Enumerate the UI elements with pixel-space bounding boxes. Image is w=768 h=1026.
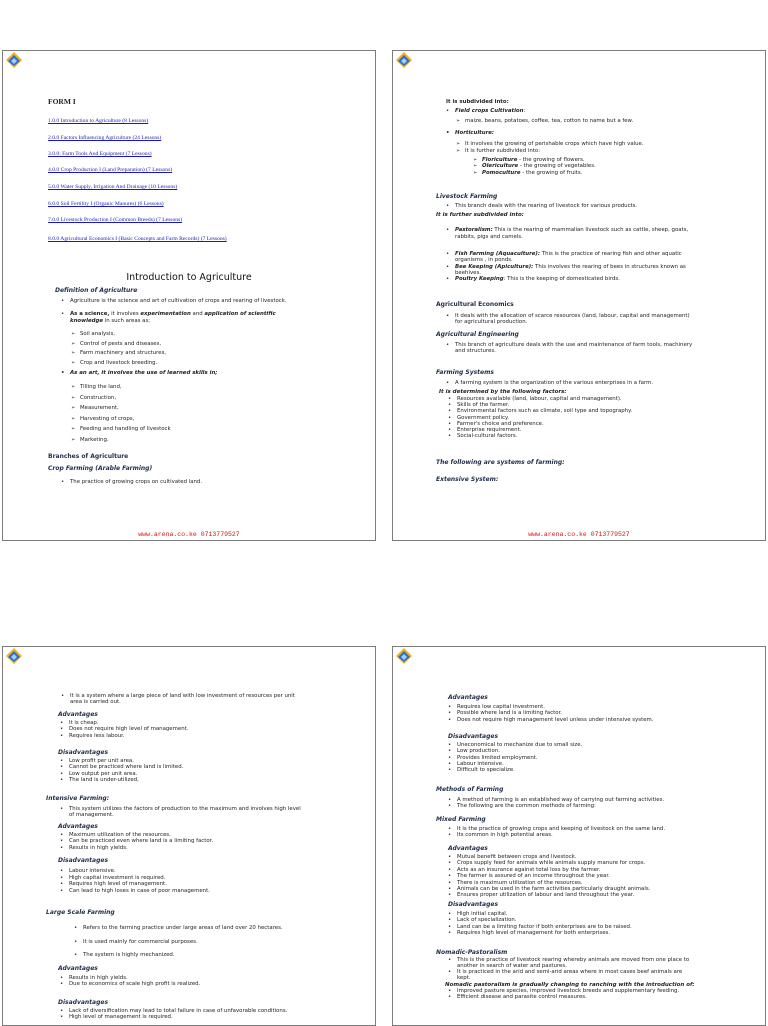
science-bullet: • As a science, it involves experimentation and application of scientific (70, 311, 360, 318)
pastoralism-bullet: • Pastoralism: This is the rearing of mammalian livestock such as cattle, sheep, goats, (455, 227, 688, 234)
document-page-2 (392, 50, 766, 541)
list-item: • A method of farming is an established way of carrying out farming activities. (457, 797, 664, 803)
advantages-heading: Advantages (58, 711, 98, 718)
document-page-4 (392, 646, 766, 1026)
list-item: • Enterprise requirement. (457, 427, 632, 433)
list-item: • Uneconomical to mechanize due to small size. (457, 742, 582, 748)
list-item: • Skills of the farmer. (457, 402, 632, 408)
list-item: • Its common in high potential areas. (457, 832, 665, 838)
list-item: • Does not require high level of management. (69, 726, 188, 732)
economics-heading: Agricultural Economics (436, 301, 514, 308)
document-page-3 (2, 646, 376, 1026)
list-item: • It is used mainly for commercial purposes. (83, 936, 283, 950)
toc-link-4[interactable]: 4.0.0 Crop Production I (Land Preparation) (7 Lessons) (48, 167, 173, 173)
farming-systems-text: • A farming system is the organization of the various enterprises in a farm. (455, 380, 653, 387)
engineering-text: • This branch of agriculture deals with the use and maintenance of farm tools, machinery (455, 342, 692, 348)
toc-link-6[interactable]: 6.0.0 Soil Fertility I (Organic Manures) (6 Lessons) (48, 201, 164, 207)
nomadic-text-2-cont: kept. (457, 975, 471, 981)
fish-farming-bullet: • Fish Farming (Aquaculture): This is the practice of rearing fish and other aquatic (455, 251, 686, 257)
engineering-heading: Agricultural Engineering (436, 331, 519, 338)
branches-heading: Branches of Agriculture (48, 453, 129, 460)
list-item: • The following are the common methods of farming: (457, 803, 664, 809)
disadvantages-heading: Disadvantages (448, 733, 499, 740)
list-item: • Environmental factors such as climate, soil type and topography. (457, 408, 632, 414)
list-item: • Can lead to high loses in case of poor management. (69, 888, 210, 895)
methods-heading: Methods of Farming (436, 786, 504, 793)
list-item: • Farmer's choice and preference. (457, 421, 632, 427)
list-item: • Efficient disease and parasite control measures. (457, 994, 679, 1000)
disadvantages-heading: Disadvantages (58, 999, 109, 1006)
list-item: ➢ It involves the growing of perishable crops which have high value. (465, 141, 644, 148)
nomadic-text-2: • It is practiced in the arid and semi-arid areas where in most cases beef animals are (457, 969, 689, 975)
nomadic-text-cont: another in search of water and pastures. (457, 963, 567, 969)
list-item: • Requires less labour. (69, 733, 188, 739)
list-item: • Maximum utilization of the resources. (69, 832, 213, 838)
toc-link-1[interactable]: 1.0.0 Introduction to Agriculture (8 Lessons) (48, 118, 149, 124)
footer-link[interactable]: www.arena.co.ke 0713779527 (138, 531, 240, 538)
list-item: • Labour intensive. (457, 761, 582, 767)
definition-text: • Agriculture is the science and art of cultivation of crops and rearing of livestock. (70, 298, 360, 305)
list-item: • Results in high yields. (69, 845, 213, 851)
determined-label: It is determined by the following factors: (439, 389, 567, 395)
art-bullet: • As an art, it involves the use of learned skills in; (70, 370, 217, 377)
livestock-text: • This branch deals with the rearing of livestock for various products. (455, 203, 637, 210)
bee-keeping-cont: beehives. (455, 269, 481, 276)
advantages-heading: Advantages (58, 823, 98, 830)
field-crops-bullet: • Field crops Cultivation: (455, 108, 525, 115)
list-item: • Animals can be used in the farm activities particularly draught animals. (457, 886, 650, 892)
list-item: • Refers to the farming practice under large areas of land over 20 hectares. (83, 922, 283, 936)
intensive-heading: Intensive Farming: (46, 795, 110, 802)
list-item: • Does not require high management level unless under intensive system. (457, 717, 654, 723)
list-item: • Possible where land is a limiting factor. (457, 710, 654, 716)
definition-heading: Definition of Agriculture (55, 287, 138, 294)
nomadic-change: Nomadic pastoralism is gradually changing to ranching with the introduction of: (445, 982, 695, 988)
list-item: • High capital investment is required. (69, 875, 210, 882)
list-item: ➢ Feeding and handling of livestock (80, 424, 171, 435)
extensive-text-cont: area is carried out. (70, 699, 121, 706)
advantages-heading: Advantages (448, 694, 488, 701)
list-item: ➢ Control of pests and diseases, (80, 340, 166, 350)
list-item: • Acts as an insurance against total loss by the farmer. (457, 867, 650, 873)
advantages-heading: Advantages (448, 845, 488, 852)
intensive-text-cont: of management. (69, 812, 114, 819)
toc-link-8[interactable]: 8.0.0 Agricultural Economics I (Basic Concepts and Farm Records) (7 Lessons) (48, 236, 227, 242)
systems-heading: The following are systems of farming: (436, 459, 565, 466)
bee-keeping-bullet: • Bee Keeping (Apiculture): This involves the rearing of bees in structures known as (455, 264, 686, 270)
toc-link-2[interactable]: 2.0.0 Factors Influencing Agriculture (24 Lessons) (48, 135, 162, 141)
list-item: • Low output per unit area. (69, 771, 183, 777)
list-item: • Provides limited employment. (457, 755, 582, 761)
economics-text-cont: for agricultural production. (455, 319, 528, 326)
section-title: Introduction to Agriculture (126, 272, 252, 283)
extensive-text: • It is a system where a large piece of land with low investment of resources per unit (70, 693, 295, 699)
extensive-heading: Extensive System: (436, 476, 499, 483)
list-item: ➢ Pomoculture - the growing of fruits. (482, 170, 596, 176)
further-subdivided: It is further subdivided into: (436, 212, 524, 218)
list-item: • Results in high yields. (69, 975, 200, 981)
list-item: • High level of management is required. (69, 1014, 287, 1020)
list-item: ➢ Soil analysis, (80, 330, 166, 340)
list-item: • Lack of diversification may lead to total failure in case of unfavorable conditions. (69, 1008, 287, 1014)
pastoralism-cont: rabbits, pigs and camels. (455, 234, 523, 240)
list-item: • The land is under-utilized, (69, 777, 183, 783)
list-item: • Labour intensive. (69, 868, 210, 875)
intensive-text: • This system utilizes the factors of production to the maximum and involves high level (69, 806, 301, 812)
list-item: • There is maximum utilization of the resources. (457, 880, 650, 886)
list-item: • Low profit per unit area. (69, 758, 183, 764)
list-item: • It is the practice of growing crops and keeping of livestock on the same land. (457, 826, 665, 832)
toc-link-7[interactable]: 7.0.0 Livestock Production I (Common Breeds) (7 Lessons) (48, 217, 183, 223)
list-item: ➢ Harvesting of crops, (80, 414, 171, 425)
list-item: ➢ Tilling the land, (80, 382, 171, 393)
list-item: ➢ Marketing. (80, 435, 171, 446)
list-item: ➢ Farm machinery and structures, (80, 349, 166, 359)
large-scale-heading: Large Scale Farming (46, 909, 115, 916)
advantages-heading: Advantages (58, 965, 98, 972)
list-item: ➢ Floriculture - the growing of flowers. (482, 157, 596, 163)
form-title: FORM I (48, 97, 76, 106)
list-item: • Requires high level of management. (69, 881, 210, 888)
engineering-text-cont: and structures. (455, 348, 496, 355)
poultry-bullet: • Poultry Keeping: This is the keeping of domesticated birds. (455, 276, 686, 282)
list-item: • Requires high level of management for both enterprises. (457, 930, 632, 936)
list-item: • Resources available (land, labour, capital and management). (457, 396, 632, 402)
crop-farming-heading: Crop Farming (Arable Farming) (48, 465, 153, 472)
list-item: • Lack of specialization. (457, 917, 632, 923)
list-item: • Crops supply feed for animals while animals supply manure for crops. (457, 860, 650, 866)
list-item: • High initial capital. (457, 911, 632, 917)
mixed-farming-heading: Mixed Farming (436, 816, 486, 823)
toc-link-5[interactable]: 5.0.0 Water Supply, Irrigation And Drainage (10 Lessons) (48, 184, 178, 190)
list-item: • Ensures proper utilization of labour and land throughout the year. (457, 892, 650, 898)
list-item: • The farmer is assured of an income throughout the year. (457, 873, 650, 879)
list-item: • Improved pasture species, improved livestock breeds and supplementary feeding. (457, 988, 679, 994)
horticulture-bullet: • Horticulture: (455, 130, 494, 137)
disadvantages-heading: Disadvantages (448, 901, 499, 908)
nomadic-text: • This is the practice of livestock rearing whereby animals are moved from one place to (457, 957, 689, 963)
list-item: • Land can be a limiting factor if both enterprises are to be raised. (457, 924, 632, 930)
list-item: ➢ Crop and livestock breeding. (80, 359, 166, 369)
list-item: • Difficult to specialize. (457, 767, 582, 773)
list-item: • The system is highly mechanized. (83, 949, 283, 963)
list-item: • Due to economics of scale high profit is realized. (69, 981, 200, 987)
fish-farming-cont: organisms , in ponds. (455, 257, 513, 264)
crop-farming-text: • The practice of growing crops on cultivated land. (70, 479, 202, 486)
list-item: ➢ maize, beans, potatoes, coffee, tea, cotton to name but a few. (465, 118, 633, 125)
list-item: • Mutual benefit between crops and livestock. (457, 854, 650, 860)
economics-text: • It deals with the allocation of scarce resources (land, labour, capital and management) (455, 313, 690, 319)
disadvantages-heading: Disadvantages (58, 749, 109, 756)
list-item: ➢ Olericulture - the growing of vegetables. (482, 163, 596, 169)
list-item: ➢ Construction, (80, 393, 171, 404)
footer-link[interactable]: www.arena.co.ke 0713779527 (528, 531, 630, 538)
list-item: • Social-cultural factors. (457, 433, 632, 439)
list-item: ➢ It is further subdivided into: (465, 148, 644, 155)
list-item: • Cannot be practiced where land is limited. (69, 764, 183, 770)
document-page-1 (2, 50, 376, 541)
list-item: • Can be practiced even where land is a limiting factor. (69, 838, 213, 844)
livestock-heading: Livestock Farming (436, 193, 498, 200)
list-item: • Government policy. (457, 415, 632, 421)
science-bullet-cont: knowledge in such areas as; (70, 318, 151, 324)
toc-link-3[interactable]: 3.0.0: Farm Tools And Equipment (7 Lessons) (48, 151, 152, 157)
list-item: ➢ Measurement, (80, 403, 171, 414)
subdivided-label: It is subdivided into: (446, 99, 509, 105)
list-item: • Requires low capital investment. (457, 704, 654, 710)
farming-systems-heading: Farming Systems (436, 369, 494, 376)
disadvantages-heading: Disadvantages (58, 857, 109, 864)
list-item: • Low production. (457, 748, 582, 754)
list-item: • It is cheap. (69, 720, 188, 726)
nomadic-heading: Nomadic-Pastoralism (436, 949, 508, 956)
